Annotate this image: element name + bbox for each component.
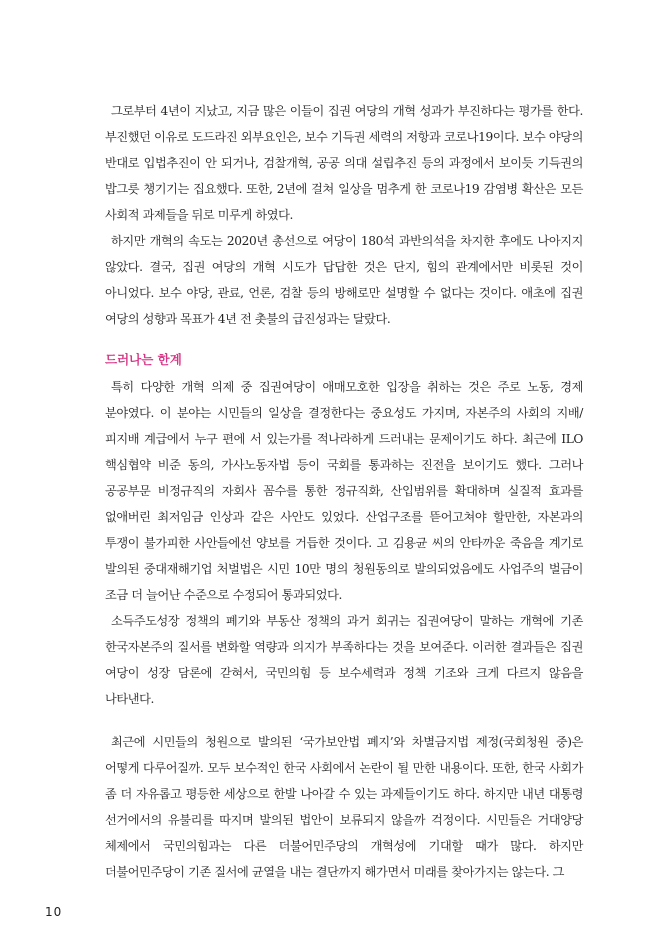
body-paragraph: 특히 다양한 개혁 의제 중 집권여당이 애매모호한 입장을 취하는 것은 주로 노동, 경제 분야였다. 이 분야는 시민들의 일상을 결정한다는 중요성도 가지며, 자본주의 사회의 지배/피지배 계급에서 누구 편에 서 있는가를 적나라하게 드러내는 문제이기도 하다. 최근에 ILO 핵심협약 비준 동의, 가사노동자법 등이 국회를 통과하는 진전을 보이기도 했다. 그러나 공공부문 비정규직의 자회사 꼼수를 통한 정규직화, 산입범위를 확대하며 실질적 효과를 없애버린 최저임금 인상과 같은 사안도 있었다. 산업구조를 뜯어고쳐야 할만한, 자본과의 투쟁이 불가피한 사안들에선 양보를 거듭한 것이다. 고 김용균 씨의 안타까운 죽음을 계기로 발의된 중대재해기업 처벌법은 시민 10만 명의 청원동의로 발의되었음에도 사업주의 벌금이 조금 더 늘어난 수준으로 수정되어 통과되었다. [105, 380, 583, 602]
paragraph-spacer [105, 712, 583, 729]
section-heading: 드러나는 한계 [105, 352, 182, 367]
body-paragraph: 하지만 개혁의 속도는 2020년 총선으로 여당이 180석 과반의석을 차지한 후에도 나아지지 않았다. 결국, 집권 여당의 개혁 시도가 답답한 것은 단지, 힘의 관계에서만 비롯된 것이 아니었다. 보수 야당, 관료, 언론, 검찰 등의 방해로만 설명할 수 없다는 것이다. 애초에 집권 여당의 성향과 목표가 4년 전 촛불의 급진성과는 달랐다. [105, 234, 583, 326]
body-paragraph: 최근에 시민들의 청원으로 발의된 ‘국가보안법 폐지’와 차별금지법 제정(국회청원 중)은 어떻게 다루어질까. 모두 보수적인 한국 사회에서 논란이 될 만한 내용이다. 또한, 한국 사회가 좀 더 자유롭고 평등한 세상으로 한발 나아갈 수 있는 과제들이기도 하다. 하지만 내년 대통령 선거에서의 유불리를 따지며 발의된 법안이 보류되지 않을까 걱정이다. 시민들은 거대양당 체제에서 국민의힘과는 다른 더불어민주당의 개혁성에 기대할 때가 많다. 하지만 더불어민주당이 기존 질서에 균열을 내는 결단까지 해가면서 미래를 찾아가지는 않는다. 그 [105, 735, 583, 879]
article-body [105, 98, 583, 885]
page-number: 10 [45, 905, 63, 919]
body-paragraph: 소득주도성장 정책의 폐기와 부동산 정책의 과거 회귀는 집권여당이 말하는 개혁에 기존 한국자본주의 질서를 변화할 역량과 의지가 부족하다는 것을 보여준다. 이러한 결과들은 집권 여당이 성장 담론에 갇혀서, 국민의힘 등 보수세력과 정책 기조와 크게 다르지 않음을 나타낸다. [105, 614, 583, 706]
body-paragraph: 그로부터 4년이 지났고, 지금 많은 이들이 집권 여당의 개혁 성과가 부진하다는 평가를 한다. 부진했던 이유로 도드라진 외부요인은, 보수 기득권 세력의 저항과 코로나19이다. 보수 야당의 반대로 입법추진이 안 되거나, 검찰개혁, 공공 의대 설립추진 등의 과정에서 보이듯 기득권의 밥그릇 챙기기는 집요했다. 또한, 2년에 걸쳐 일상을 멈추게 한 코로나19 감염병 확산은 모든 사회적 과제들을 뒤로 미루게 하였다. [105, 104, 583, 222]
